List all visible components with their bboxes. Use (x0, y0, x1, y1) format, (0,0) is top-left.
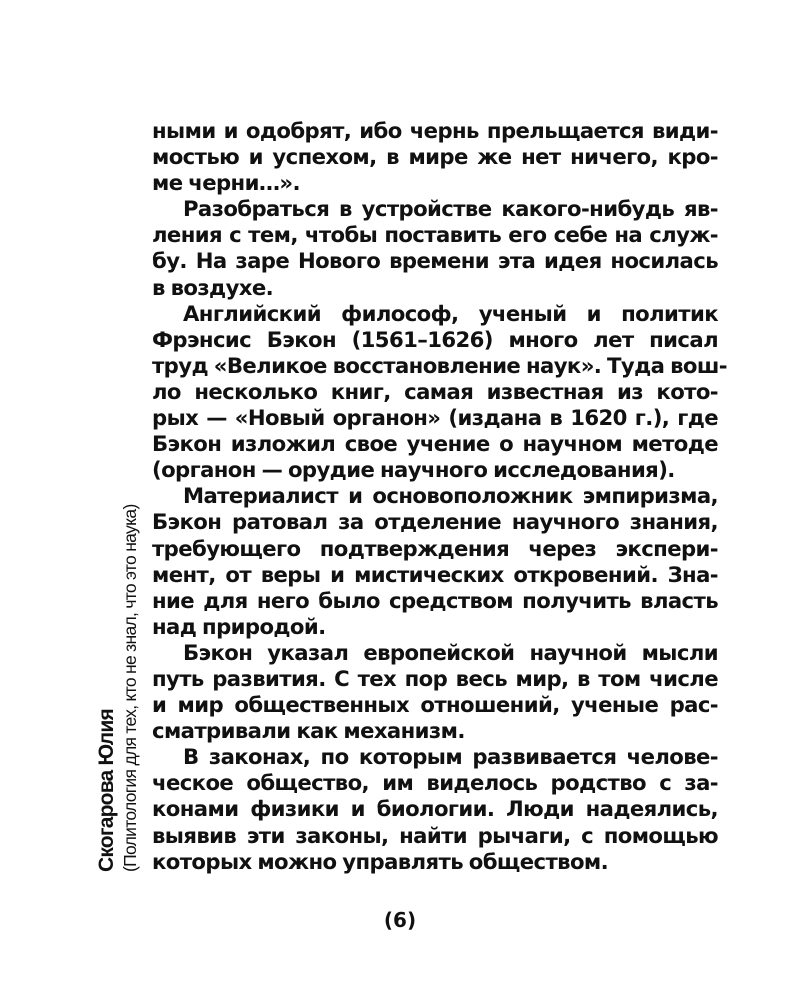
text-line: сматривали как механизм. (152, 718, 465, 744)
text-line: требующего подтверждения через экспери- (152, 535, 718, 561)
running-head-vertical (95, 472, 142, 872)
text-line: конами физики и биологии. Люди надеялись, (152, 796, 718, 822)
running-head-author: Скогарова Юлия (95, 709, 118, 872)
paragraph-first-line: Материалист и основоположник эмпиризма, (183, 483, 718, 509)
text-line: труд «Великое восстановление наук». Туда вош- (152, 352, 727, 378)
text-line: выявив эти законы, найти рычаги, с помощью (152, 822, 718, 848)
page-number: (6) (383, 908, 417, 932)
paragraph-first-line: Английский философ, ученый и политик (183, 300, 718, 326)
main-text (152, 118, 727, 875)
text-line: и мир общественных отношений, ученые рас- (152, 692, 718, 718)
text-line: мостью и успехом, в мире же нет ничего, кро- (152, 144, 718, 170)
text-line: путь развития. С тех пор весь мир, в том числе (152, 665, 718, 691)
running-head-book-title: (Политология для тех, кто не знал, что это наука) (120, 504, 140, 872)
paragraph-first-line: Разобраться в устройстве какого-нибудь яв- (183, 196, 718, 222)
text-line: ло несколько книг, самая известная из кото- (152, 378, 718, 404)
paragraph-first-line: В законах, по которым развивается челове- (183, 744, 718, 770)
text-line: над природой. (152, 613, 326, 639)
text-line: ние для него было средством получить власть (152, 587, 718, 613)
text-line: бу. На заре Нового времени эта идея носилась (152, 248, 718, 274)
text-line: Бэкон ратовал за отделение научного знания, (152, 509, 718, 535)
text-line: Бэкон изложил свое учение о научном методе (152, 431, 718, 457)
paragraph-first-line: Бэкон указал европейской научной мысли (183, 639, 718, 665)
text-line: ными и одобрят, ибо чернь прельщается види- (152, 118, 718, 143)
text-line: которых можно управлять обществом. (152, 848, 609, 874)
text-line: Фрэнсис Бэкон (1561–1626) много лет писал (152, 326, 718, 352)
text-line: мент, от веры и мистических откровений. Зна- (152, 561, 718, 587)
text-line: ления с тем, чтобы поставить его себе на служ- (152, 222, 718, 248)
text-line: в воздухе. (152, 274, 274, 300)
text-line: ме черни…». (152, 170, 300, 196)
text-line: (органон — орудие научного исследования). (152, 457, 675, 483)
text-line: ческое общество, им виделось родство с за- (152, 770, 718, 796)
text-line: рых — «Новый органон» (издана в 1620 г.), где (152, 405, 718, 431)
